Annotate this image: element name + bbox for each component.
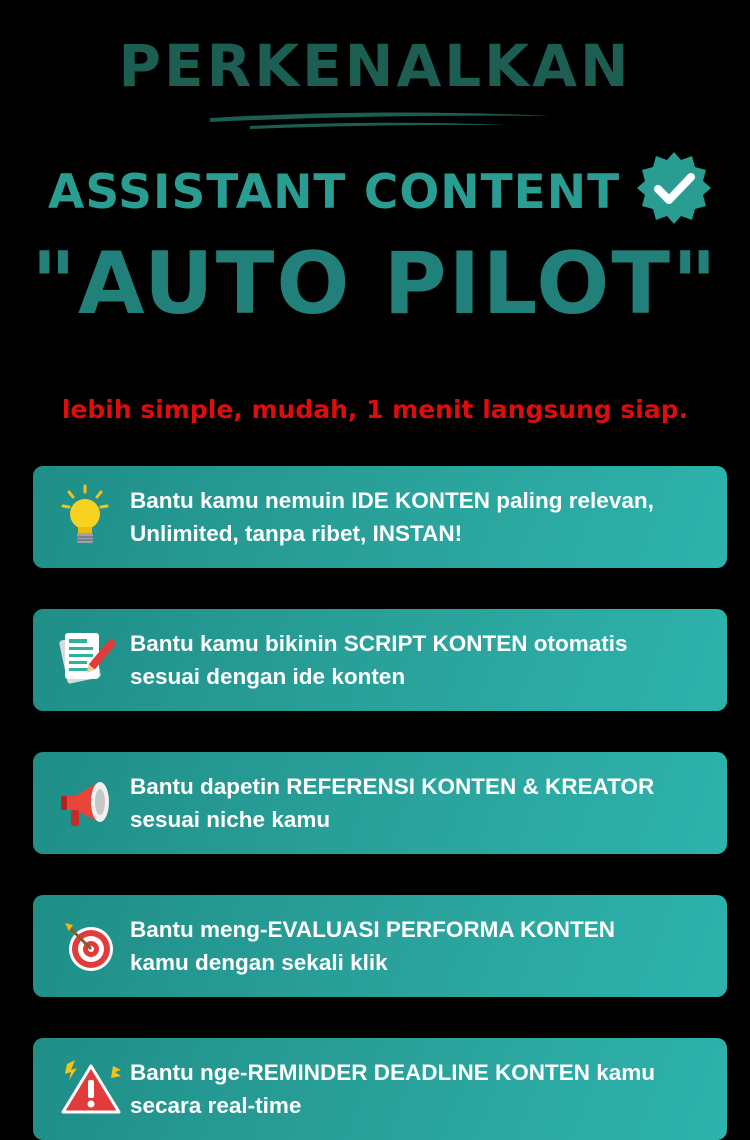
headline-auto-pilot: "AUTO PILOT" (31, 234, 719, 334)
intro-heading: PERKENALKAN (118, 32, 632, 100)
feature-card-referensi-konten (33, 752, 727, 854)
feature-line-1: Bantu nge-REMINDER DEADLINE KONTEN kamu (130, 1060, 656, 1085)
feature-line-2: secara real-time (130, 1093, 302, 1118)
tagline: lebih simple, mudah, 1 menit langsung siap. (61, 395, 689, 424)
target-icon (55, 909, 127, 981)
feature-line-1: Bantu dapetin REFERENSI KONTEN & KREATOR (130, 774, 655, 799)
feature-text (130, 1056, 715, 1122)
verified-check-icon (636, 150, 712, 226)
warning-alert-icon (55, 1052, 127, 1124)
feature-line-1: Bantu kamu nemuin IDE KONTEN paling relevan, (130, 488, 654, 513)
feature-text (130, 627, 715, 693)
lightbulb-icon (55, 480, 127, 552)
feature-text (130, 770, 715, 836)
script-document-icon (55, 623, 127, 695)
feature-text (130, 484, 715, 550)
headline-assistant-content: ASSISTANT CONTENT (48, 165, 621, 220)
feature-line-1: Bantu kamu bikinin SCRIPT KONTEN otomatis (130, 631, 628, 656)
feature-line-1: Bantu meng-EVALUASI PERFORMA KONTEN (130, 917, 616, 942)
megaphone-icon (55, 766, 127, 838)
feature-card-ide-konten (33, 466, 727, 568)
feature-card-evaluasi-performa (33, 895, 727, 997)
feature-line-2: sesuai dengan ide konten (130, 664, 406, 689)
feature-card-script-konten (33, 609, 727, 711)
heading-underline (200, 106, 560, 134)
feature-line-2: Unlimited, tanpa ribet, INSTAN! (130, 521, 463, 546)
feature-line-2: kamu dengan sekali klik (130, 950, 388, 975)
feature-line-2: sesuai niche kamu (130, 807, 331, 832)
feature-text (130, 913, 715, 979)
feature-card-reminder-deadline (33, 1038, 727, 1140)
